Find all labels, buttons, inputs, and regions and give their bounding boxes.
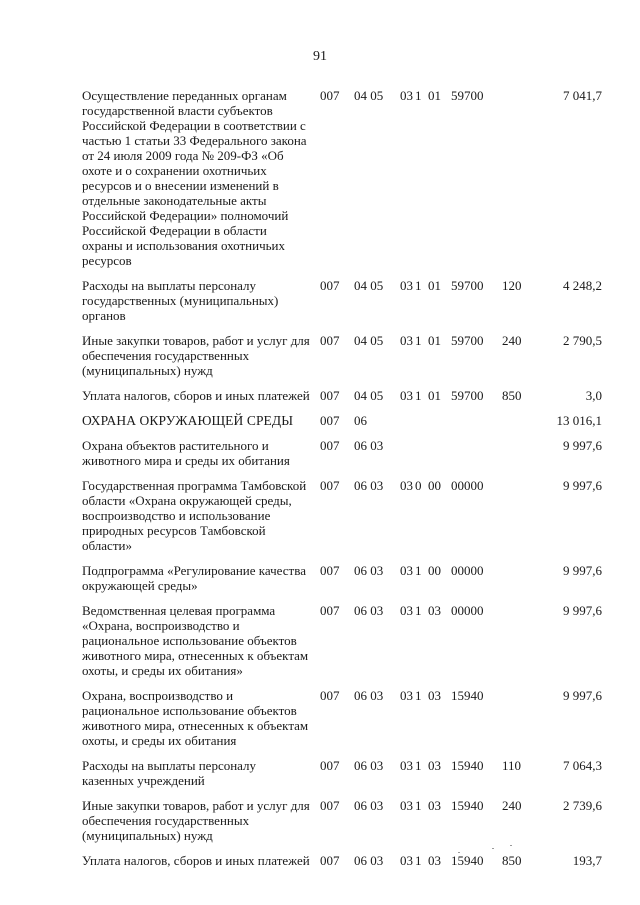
- activity-code: 03: [428, 688, 441, 703]
- activity-code: 01: [428, 88, 441, 103]
- section-code: 06 03: [354, 758, 384, 773]
- subprogram-code: 1: [415, 688, 422, 703]
- subprogram-code: 1: [415, 853, 422, 868]
- section-code: 06 03: [354, 478, 384, 493]
- ministry-code: 007: [320, 563, 340, 578]
- row-name: Осуществление переданных органам государственной власти субъектов Российской Федерации в соответствии с частью 1 статьи 33 Федерального закона от 24 июля 2009 года № 209-ФЗ «Об охоте и о сохранении охотничьих ресурсов и о внесении изменений в отдельные законодательные акты Российской Федерации» полномочий Российской Федерации в области охраны и использования охотничьих ресурсов: [82, 88, 307, 268]
- direction-code: 15940: [451, 688, 484, 703]
- ministry-code: 007: [320, 438, 340, 453]
- ministry-code: 007: [320, 758, 340, 773]
- amount: 2 790,5: [563, 333, 602, 348]
- amount: 9 997,6: [563, 478, 602, 493]
- scan-speck: [458, 852, 460, 853]
- table-row: [82, 278, 602, 323]
- program-code: 03: [400, 758, 413, 773]
- section-code: 04 05: [354, 278, 384, 293]
- section-code: 04 05: [354, 333, 384, 348]
- amount: 9 997,6: [563, 688, 602, 703]
- section-code: 04 05: [354, 88, 384, 103]
- table-row: [82, 438, 602, 468]
- ministry-code: 007: [320, 278, 340, 293]
- program-code: 03: [400, 478, 413, 493]
- section-code: 06 03: [354, 563, 384, 578]
- table-row: [82, 603, 602, 678]
- ministry-code: 007: [320, 413, 340, 428]
- expense-type-code: 240: [502, 798, 522, 813]
- subprogram-code: 0: [415, 478, 422, 493]
- table-row: [82, 758, 602, 788]
- table-row: [82, 563, 602, 593]
- program-code: 03: [400, 88, 413, 103]
- table-row: [82, 88, 602, 268]
- expense-type-code: 850: [502, 853, 522, 868]
- ministry-code: 007: [320, 478, 340, 493]
- scan-speck: [510, 845, 512, 846]
- ministry-code: 007: [320, 388, 340, 403]
- scan-speck: [492, 848, 494, 849]
- program-code: 03: [400, 563, 413, 578]
- direction-code: 15940: [451, 853, 484, 868]
- program-code: 03: [400, 603, 413, 618]
- subprogram-code: 1: [415, 333, 422, 348]
- row-name: Охрана объектов растительного и животного мира и среды их обитания: [82, 438, 290, 468]
- section-code: 06 03: [354, 688, 384, 703]
- section-code: 06 03: [354, 853, 384, 868]
- program-code: 03: [400, 798, 413, 813]
- subprogram-code: 1: [415, 798, 422, 813]
- amount: 13 016,1: [556, 413, 602, 428]
- section-code: 06 03: [354, 603, 384, 618]
- amount: 3,0: [585, 388, 602, 403]
- row-name: Иные закупки товаров, работ и услуг для обеспечения государственных (муниципальных) нужд: [82, 333, 310, 378]
- amount: 193,7: [572, 853, 602, 868]
- amount: 9 997,6: [563, 438, 602, 453]
- amount: 7 041,7: [563, 88, 602, 103]
- direction-code: 59700: [451, 278, 484, 293]
- amount: 2 739,6: [563, 798, 602, 813]
- amount: 4 248,2: [563, 278, 602, 293]
- activity-code: 00: [428, 563, 441, 578]
- ministry-code: 007: [320, 88, 340, 103]
- table-row: [82, 853, 602, 868]
- section-code: 06 03: [354, 798, 384, 813]
- activity-code: 03: [428, 603, 441, 618]
- subprogram-code: 1: [415, 88, 422, 103]
- row-name: Государственная программа Тамбовской области «Охрана окружающей среды, воспроизводство и использование природных ресурсов Тамбовской области»: [82, 478, 307, 553]
- expense-type-code: 110: [502, 758, 522, 773]
- program-code: 03: [400, 853, 413, 868]
- subprogram-code: 1: [415, 603, 422, 618]
- program-code: 03: [400, 388, 413, 403]
- expense-type-code: 120: [502, 278, 522, 293]
- table-row: [82, 333, 602, 378]
- direction-code: 00000: [451, 478, 484, 493]
- activity-code: 00: [428, 478, 441, 493]
- ministry-code: 007: [320, 333, 340, 348]
- table-row: [82, 798, 602, 843]
- program-code: 03: [400, 688, 413, 703]
- table-row: [82, 388, 602, 403]
- subprogram-code: 1: [415, 563, 422, 578]
- row-name: Уплата налогов, сборов и иных платежей: [82, 853, 310, 868]
- section-heading: ОХРАНА ОКРУЖАЮЩЕЙ СРЕДЫ: [82, 413, 294, 428]
- expense-type-code: 240: [502, 333, 522, 348]
- ministry-code: 007: [320, 688, 340, 703]
- ministry-code: 007: [320, 798, 340, 813]
- table-row: [82, 688, 602, 748]
- budget-table: [82, 88, 602, 878]
- section-code: 06 03: [354, 438, 384, 453]
- amount: 7 064,3: [563, 758, 602, 773]
- direction-code: 15940: [451, 758, 484, 773]
- activity-code: 01: [428, 278, 441, 293]
- direction-code: 00000: [451, 563, 484, 578]
- table-row: [82, 478, 602, 553]
- program-code: 03: [400, 333, 413, 348]
- direction-code: 59700: [451, 333, 484, 348]
- row-name: Ведомственная целевая программа «Охрана, воспроизводство и рациональное использование объектов животного мира, отнесенных к объектам охоты, и среды их обитания»: [82, 603, 309, 678]
- row-name: Уплата налогов, сборов и иных платежей: [82, 388, 310, 403]
- expense-type-code: 850: [502, 388, 522, 403]
- direction-code: 59700: [451, 388, 484, 403]
- ministry-code: 007: [320, 853, 340, 868]
- activity-code: 03: [428, 798, 441, 813]
- direction-code: 00000: [451, 603, 484, 618]
- row-name: Подпрограмма «Регулирование качества окружающей среды»: [82, 563, 306, 593]
- program-code: 03: [400, 278, 413, 293]
- table-row-section-heading: [82, 413, 602, 428]
- subprogram-code: 1: [415, 758, 422, 773]
- row-name: Расходы на выплаты персоналу казенных учреждений: [82, 758, 257, 788]
- subprogram-code: 1: [415, 278, 422, 293]
- amount: 9 997,6: [563, 563, 602, 578]
- amount: 9 997,6: [563, 603, 602, 618]
- direction-code: 59700: [451, 88, 484, 103]
- row-name: Иные закупки товаров, работ и услуг для обеспечения государственных (муниципальных) нужд: [82, 798, 310, 843]
- ministry-code: 007: [320, 603, 340, 618]
- subprogram-code: 1: [415, 388, 422, 403]
- row-name: Охрана, воспроизводство и рациональное использование объектов животного мира, отнесенных к объектам охоты, и среды их обитания: [82, 688, 309, 748]
- row-name: Расходы на выплаты персоналу государственных (муниципальных) органов: [82, 278, 279, 323]
- activity-code: 01: [428, 388, 441, 403]
- section-code: 04 05: [354, 388, 384, 403]
- activity-code: 03: [428, 758, 441, 773]
- page-number: 91: [313, 49, 327, 64]
- section-code: 06: [354, 413, 367, 428]
- direction-code: 15940: [451, 798, 484, 813]
- activity-code: 03: [428, 853, 441, 868]
- activity-code: 01: [428, 333, 441, 348]
